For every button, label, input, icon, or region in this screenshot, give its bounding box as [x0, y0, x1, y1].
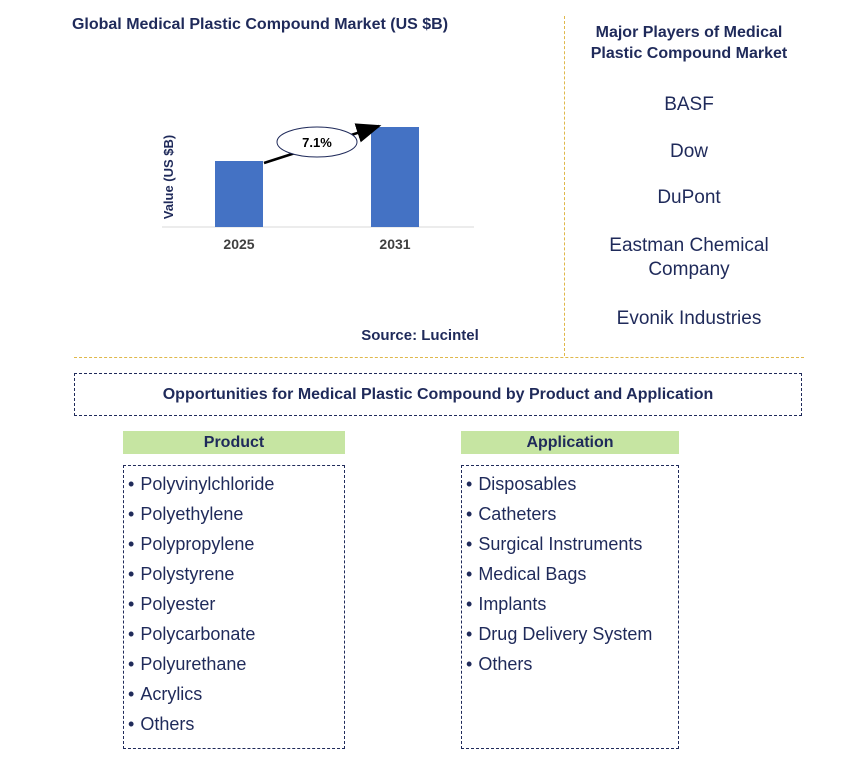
horizontal-divider	[74, 357, 804, 358]
bullet-icon: •	[466, 474, 473, 494]
list-item: • Polystyrene	[128, 564, 235, 584]
bullet-icon: •	[466, 624, 473, 644]
x-tick-label: 2031	[379, 236, 411, 252]
bullet-icon: •	[466, 534, 473, 554]
product-list	[123, 465, 345, 749]
list-item: • Polyurethane	[128, 654, 247, 674]
players-title: Major Players of Medical Plastic Compound Market	[590, 24, 788, 62]
player-item: Evonik Industries	[616, 308, 762, 329]
chart-title: Global Medical Plastic Compound Market (US $B)	[71, 16, 449, 33]
application-list	[461, 465, 679, 749]
list-item: • Polyethylene	[128, 504, 244, 524]
list-item: • Medical Bags	[466, 564, 587, 584]
player-item: Dow	[669, 141, 708, 162]
product-header: Product	[123, 431, 345, 454]
list-item: • Polyvinylchloride	[128, 474, 275, 494]
list-item: • Disposables	[466, 474, 577, 494]
player-item: BASF	[664, 94, 714, 115]
list-item: • Catheters	[466, 504, 557, 524]
bullet-icon: •	[466, 594, 473, 614]
bullet-icon: •	[128, 534, 135, 554]
list-item: • Others	[466, 654, 533, 674]
list-item: • Polyester	[128, 594, 216, 614]
bullet-icon: •	[128, 594, 135, 614]
bullet-icon: •	[466, 504, 473, 524]
x-tick-label: 2025	[223, 236, 255, 252]
player-item: DuPont	[657, 187, 721, 208]
bullet-icon: •	[128, 474, 135, 494]
bullet-icon: •	[128, 624, 135, 644]
bullet-icon: •	[128, 564, 135, 584]
bullet-icon: •	[466, 654, 473, 674]
list-item: • Acrylics	[128, 684, 203, 704]
opportunities-title: Opportunities for Medical Plastic Compound by Product and Application	[74, 373, 802, 416]
application-header: Application	[461, 431, 679, 454]
player-item: Eastman Chemical Company	[609, 235, 769, 280]
bar	[215, 161, 263, 227]
list-item: • Surgical Instruments	[466, 534, 643, 554]
bar-chart	[150, 100, 490, 265]
source-label: Source: Lucintel	[361, 327, 479, 344]
bullet-icon: •	[128, 654, 135, 674]
bullet-icon: •	[466, 564, 473, 584]
list-item: • Polycarbonate	[128, 624, 256, 644]
bullet-icon: •	[128, 714, 135, 734]
y-axis-label: Value (US $B)	[161, 134, 176, 220]
bar	[371, 127, 419, 227]
list-item: • Polypropylene	[128, 534, 255, 554]
bullet-icon: •	[128, 504, 135, 524]
bullet-icon: •	[128, 684, 135, 704]
cagr-label: 7.1%	[302, 135, 332, 150]
list-item: • Others	[128, 714, 195, 734]
list-item: • Implants	[466, 594, 547, 614]
vertical-divider	[564, 16, 565, 356]
list-item: • Drug Delivery System	[466, 624, 653, 644]
